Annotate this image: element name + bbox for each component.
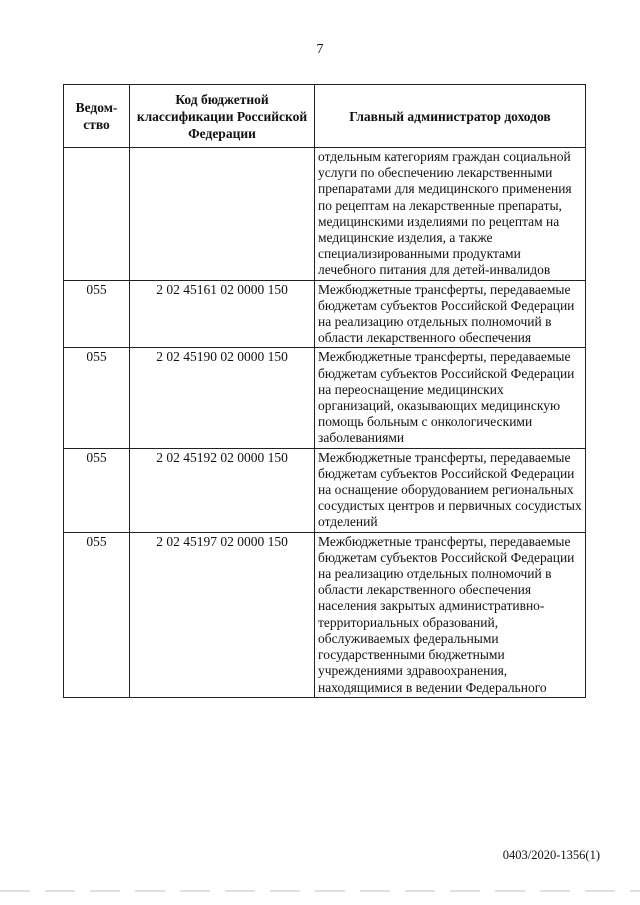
- table-row: [64, 280, 586, 348]
- header-admin: Главный администратор доходов: [315, 85, 586, 148]
- header-code: Код бюджетной классификации Российской Федерации: [130, 85, 315, 148]
- dept-cell: [64, 148, 130, 281]
- code-cell: 2 02 45161 02 0000 150: [130, 280, 315, 348]
- admin-text-cell: Межбюджетные трансферты, передаваемые бюджетам субъектов Российской Федерации на реализацию отдельных полномочий в области лекарственного обеспечения населения закрытых административно-территориальных образований, обслуживаемых федеральными государственными бюджетными учреждениями здравоохранения, находящимися в ведении Федерального: [315, 532, 586, 697]
- table-row: [64, 348, 586, 448]
- dept-cell: 055: [64, 532, 130, 697]
- table-row: [64, 448, 586, 532]
- table-header-row: [64, 85, 586, 148]
- admin-text-cell: отдельным категориям граждан социальной услуги по обеспечению лекарственными препаратами для медицинского применения по рецептам на лекарственные препараты, медицинскими изделиями по рецептам на медицинские изделия, а также специализированными продуктами лечебного питания для детей-инвалидов: [315, 148, 586, 281]
- admin-text-cell: Межбюджетные трансферты, передаваемые бюджетам субъектов Российской Федерации на переоснащение медицинских организаций, оказывающих медицинскую помощь больным с онкологическими заболеваниями: [315, 348, 586, 448]
- code-cell: 2 02 45190 02 0000 150: [130, 348, 315, 448]
- dept-cell: 055: [64, 448, 130, 532]
- code-cell: 2 02 45197 02 0000 150: [130, 532, 315, 697]
- code-cell: [130, 148, 315, 281]
- admin-text-cell: Межбюджетные трансферты, передаваемые бюджетам субъектов Российской Федерации на оснащение оборудованием региональных сосудистых центров и первичных сосудистых отделений: [315, 448, 586, 532]
- admin-text-cell: Межбюджетные трансферты, передаваемые бюджетам субъектов Российской Федерации на реализацию отдельных полномочий в области лекарственного обеспечения: [315, 280, 586, 348]
- dept-cell: 055: [64, 348, 130, 448]
- table-row: [64, 148, 586, 281]
- revenue-admin-table: [63, 84, 586, 698]
- document-code: 0403/2020-1356(1): [502, 848, 600, 862]
- code-cell: 2 02 45192 02 0000 150: [130, 448, 315, 532]
- page-number: 7: [316, 42, 324, 57]
- scan-edge-artifact: [0, 890, 640, 892]
- dept-cell: 055: [64, 280, 130, 348]
- header-dept: Ведом-ство: [64, 85, 130, 148]
- table-row: [64, 532, 586, 697]
